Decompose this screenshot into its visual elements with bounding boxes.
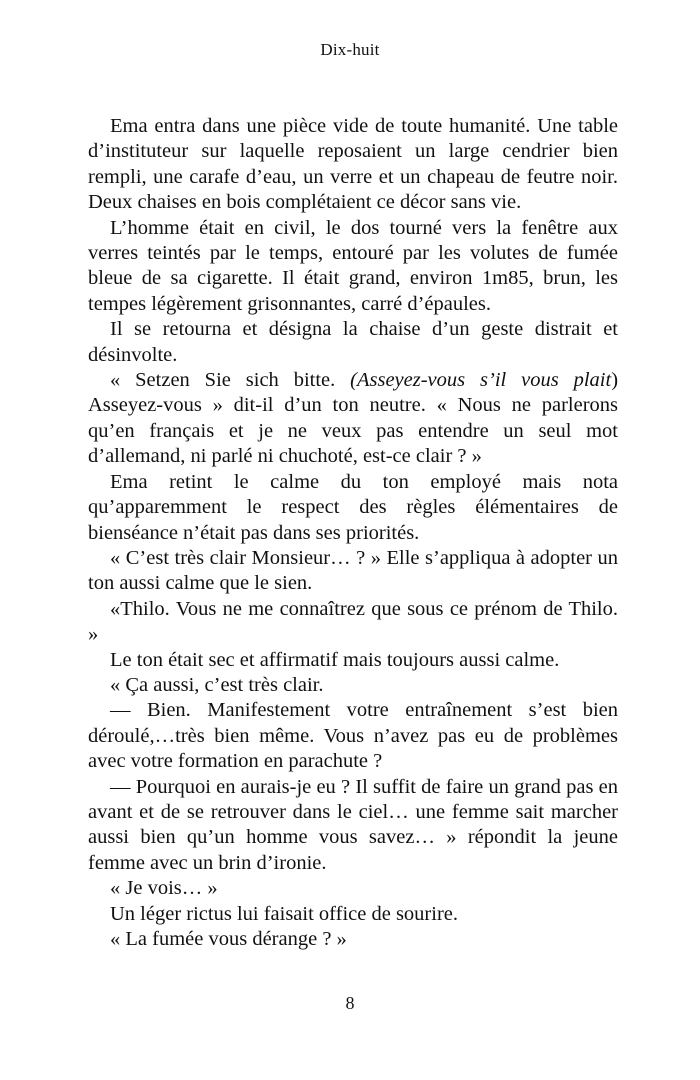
page-number: 8	[345, 993, 355, 1013]
paragraph-4	[88, 368, 618, 470]
paragraph-11: — Pourquoi en aurais-je eu ? Il suffit de faire un grand pas en avant et de se retrouver dans le ciel… une femme sait marcher aussi bien qu’un homme vous savez… » répondit la jeune femme avec un brin d’ironie.	[88, 775, 618, 874]
paragraph-13: Un léger rictus lui faisait office de sourire.	[110, 902, 458, 925]
paragraph-10: — Bien. Manifestement votre entraînement s’est bien déroulé,…très bien même. Vous n’avez pas eu de problèmes avec votre formation en parachute ?	[88, 699, 618, 773]
paragraph-2: L’homme était en civil, le dos tourné vers la fenêtre aux verres teintés par le temps, entouré par les volutes de fumée bleue de sa cigarette. Il était grand, environ 1m85, brun, les tempes légèrement grisonnantes, carré d’épaules.	[88, 216, 618, 315]
paragraph-4-german: « Setzen Sie sich bitte.	[110, 369, 351, 392]
paragraph-14: « La fumée vous dérange ? »	[110, 928, 347, 950]
body-text	[88, 114, 618, 952]
paragraph-4-rest: ) Asseyez-vous » dit-il d’un ton neutre. « Nous ne parlerons qu’en français et je ne veux pas entendre un seul mot d’allemand, ni parlé ni chuchoté, est-ce clair ? »	[88, 369, 619, 468]
paragraph-6: « C’est très clair Monsieur… ? » Elle s’appliqua à adopter un ton aussi calme que le sien.	[88, 546, 618, 595]
paragraph-9: « Ça aussi, c’est très clair.	[110, 673, 324, 696]
paragraph-12: « Je vois… »	[110, 877, 218, 900]
paragraph-4-italic-translation: (Asseyez-vous s’il vous plait	[350, 369, 612, 392]
paragraph-7: «Thilo. Vous ne me connaîtrez que sous ce prénom de Thilo. »	[88, 597, 618, 646]
paragraph-5: Ema retint le calme du ton employé mais nota qu’apparemment le respect des règles élémentaires de bienséance n’était pas dans ses priorités.	[88, 470, 618, 544]
running-head: Dix-huit	[320, 40, 380, 59]
paragraph-1: Ema entra dans une pièce vide de toute humanité. Une table d’instituteur sur laquelle reposaient un large cendrier bien rempli, une carafe d’eau, un verre et un chapeau de feutre noir. Deux chaises en bois complétaient ce décor sans vie.	[88, 115, 618, 214]
paragraph-3: Il se retourna et désigna la chaise d’un geste distrait et désinvolte.	[88, 318, 618, 366]
paragraph-8: Le ton était sec et affirmatif mais toujours aussi calme.	[110, 648, 560, 671]
